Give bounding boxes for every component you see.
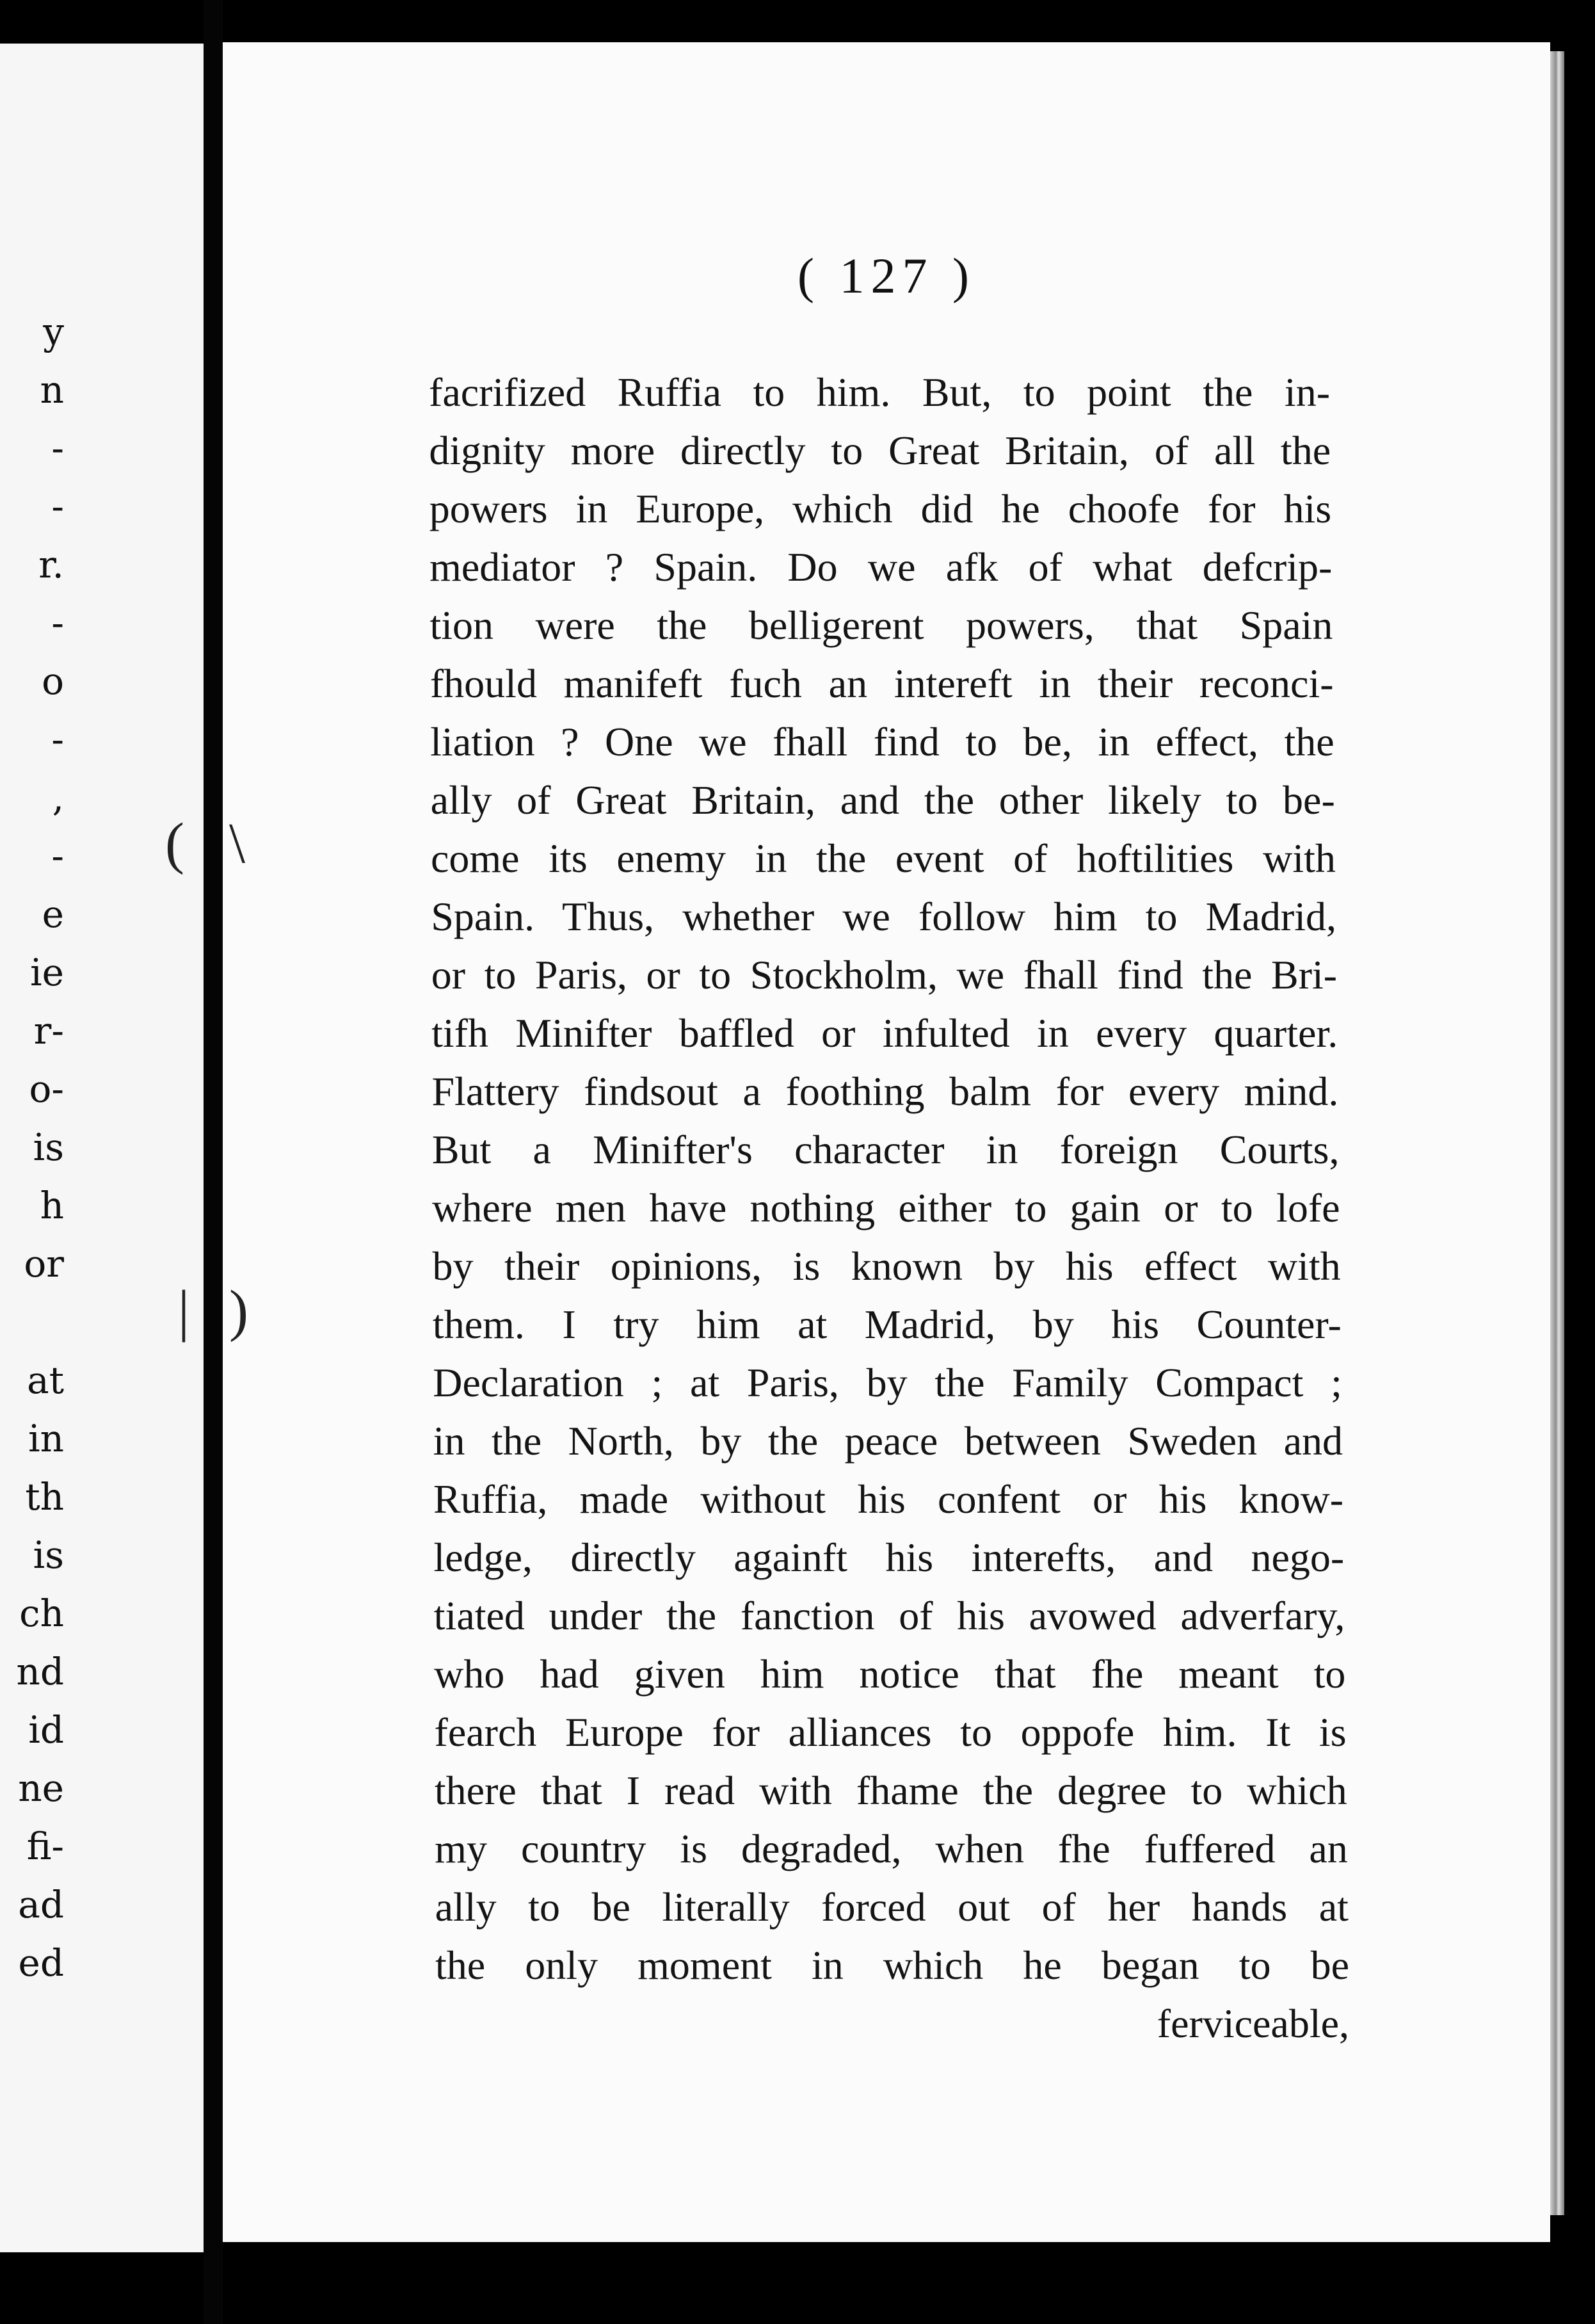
facing-page-fragment: is: [33, 1533, 64, 1577]
facing-page-fragment: ad: [18, 1883, 64, 1926]
facing-page-fragment: ed: [18, 1941, 64, 1985]
text-line: Declaration ; at Paris, by the Family Compact ;: [433, 1360, 1342, 1405]
text-line: in the North, by the peace between Sweden and: [433, 1418, 1343, 1464]
text-line: come its enemy in the event of hoftilities with: [430, 835, 1336, 881]
text-line: there that I read with fhame the degree to which: [434, 1768, 1347, 1813]
facing-page-fragment: ie: [30, 951, 64, 994]
book-gutter: [204, 0, 223, 2324]
facing-page-fragment: -: [51, 718, 64, 761]
facing-page-fragment: -: [51, 426, 64, 470]
text-line: But a Minifter's character in foreign Courts,: [431, 1127, 1340, 1172]
margin-mark: ): [229, 1279, 248, 1343]
text-line: facrifized Ruffia to him. But, to point the in-: [429, 369, 1330, 415]
facing-page-fragment: e: [42, 892, 64, 936]
book-page: [165, 42, 1550, 2242]
text-line: them. I try him at Madrid, by his Counter-: [432, 1302, 1342, 1347]
facing-page-fragment: ne: [18, 1766, 64, 1810]
facing-page-fragment: id: [28, 1708, 64, 1752]
text-line: dignity more directly to Great Britain, of all the: [429, 428, 1331, 473]
facing-page-fragment: n: [40, 368, 64, 412]
page-number: ( 127 ): [798, 248, 975, 303]
facing-page-fragment: y: [43, 310, 64, 353]
text-line: tifh Minifter baffled or infulted in every quarter.: [431, 1010, 1338, 1056]
facing-page-fragment: h: [40, 1184, 64, 1227]
text-line: fhould manifeft fuch an intereft in their reconci-: [429, 661, 1334, 706]
facing-page-fragment: is: [33, 1126, 64, 1169]
text-line: ledge, directly againft his interefts, and nego-: [433, 1535, 1345, 1580]
text-line: tiated under the fanction of his avowed adverfary,: [433, 1593, 1345, 1638]
facing-page-fragment: ,: [52, 776, 64, 819]
margin-mark: |: [178, 1279, 190, 1343]
text-line: fearch Europe for alliances to oppofe him. It is: [434, 1709, 1347, 1755]
text-line: ally of Great Britain, and the other likely to be-: [430, 777, 1335, 823]
text-line: Flattery findsout a foothing balm for every mind.: [431, 1069, 1339, 1114]
text-line: my country is degraded, when fhe fuffered an: [435, 1826, 1348, 1871]
text-line: powers in Europe, which did he choofe for his: [429, 486, 1332, 531]
catchword: ferviceable,: [1157, 2001, 1349, 2046]
facing-page-fragment: r-: [33, 1009, 64, 1053]
text-line: Spain. Thus, whether we follow him to Madrid,: [431, 894, 1336, 939]
text-line: the only moment in which he began to be: [435, 1942, 1349, 1988]
text-line: or to Paris, or to Stockholm, we fhall find the Bri-: [431, 952, 1338, 997]
facing-page-fragment: in: [28, 1417, 64, 1460]
margin-mark: (: [165, 812, 184, 875]
page-stack-edge: [1550, 51, 1564, 2215]
text-line: Ruffia, made without his confent or his know-: [433, 1476, 1344, 1522]
facing-page-fragment: at: [27, 1359, 64, 1402]
facing-page-fragment: nd: [16, 1650, 64, 1693]
facing-page-fragment: o: [42, 659, 64, 703]
facing-page-fragment: -: [51, 485, 64, 528]
text-line: mediator ? Spain. Do we afk of what defcrip-: [429, 544, 1333, 590]
facing-page-fragment: or: [24, 1242, 64, 1286]
text-line: where men have nothing either to gain or to lofe: [432, 1185, 1340, 1231]
facing-page-fragment: -: [51, 601, 64, 645]
text-line: liation ? One we fhall find to be, in effect, the: [430, 719, 1335, 764]
facing-page-fragment: o-: [29, 1067, 64, 1111]
text-line: tion were the belligerent powers, that Spain: [429, 602, 1333, 648]
facing-page: [0, 44, 204, 2252]
facing-page-fragment: fi-: [26, 1825, 64, 1868]
facing-page-fragment: th: [25, 1475, 64, 1519]
text-line: who had given him notice that fhe meant to: [434, 1651, 1346, 1697]
facing-page-fragment: r.: [38, 543, 64, 586]
margin-mark: \: [229, 812, 246, 875]
text-line: by their opinions, is known by his effect with: [432, 1243, 1341, 1289]
facing-page-fragment: ch: [19, 1592, 64, 1635]
facing-page-fragment: -: [51, 834, 64, 878]
text-line: ally to be literally forced out of her hands at: [435, 1884, 1349, 1930]
